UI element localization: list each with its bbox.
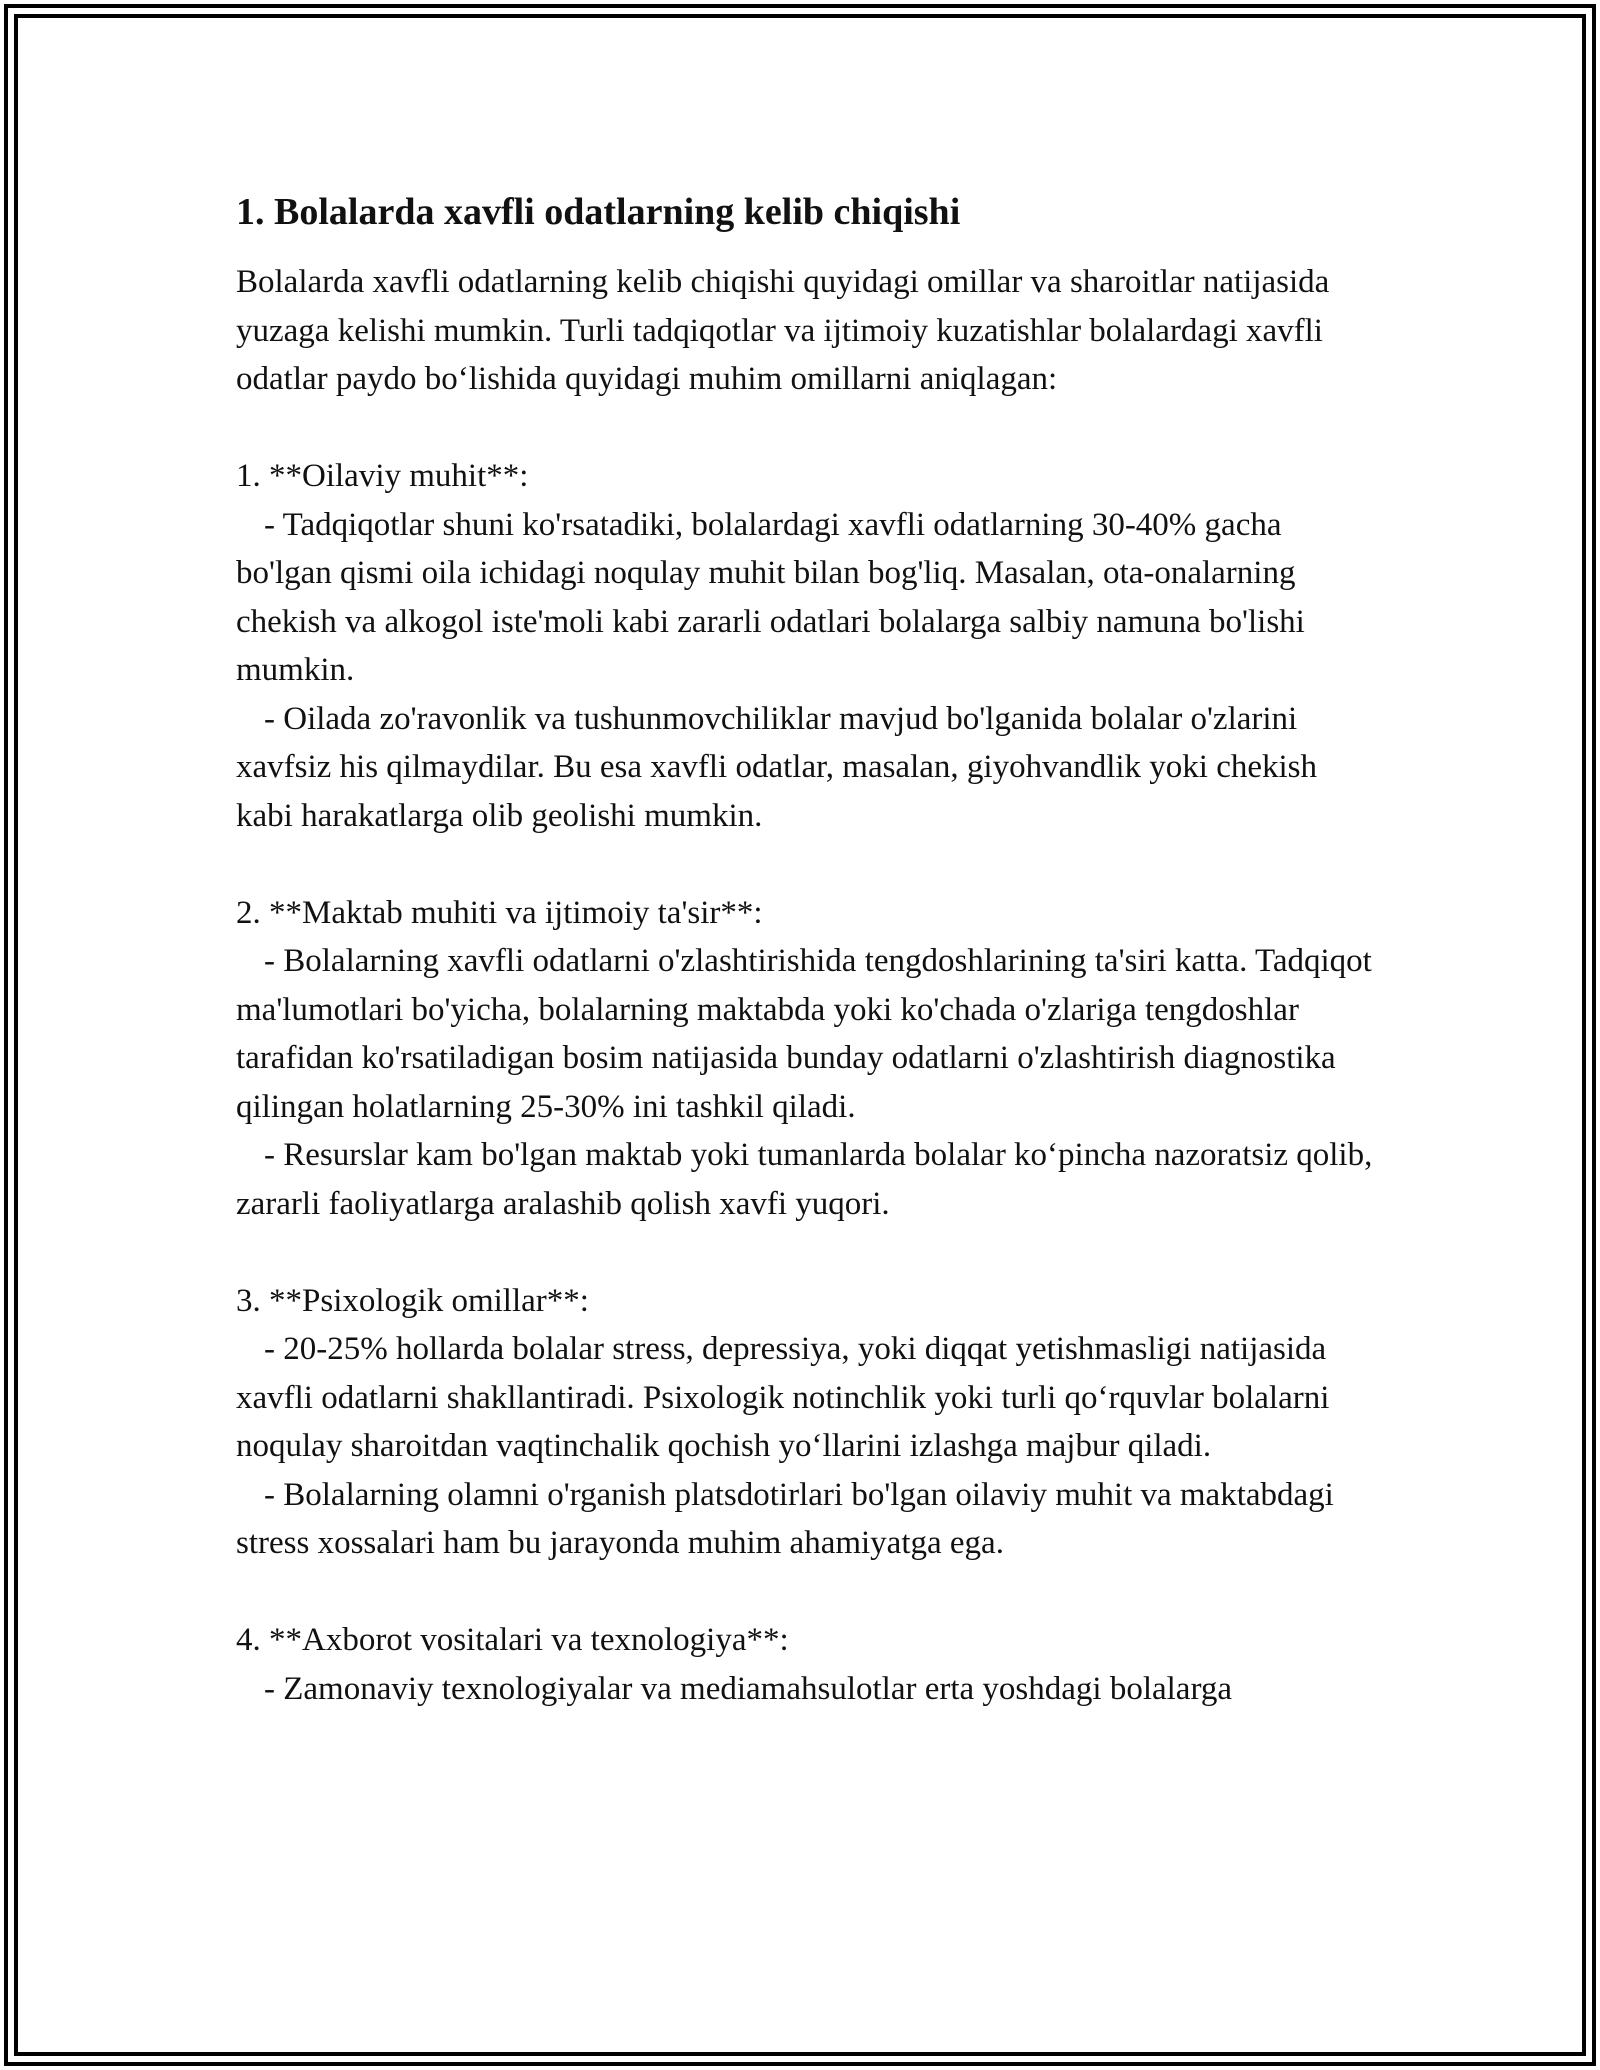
list-item: - 20-25% hollarda bolalar stress, depressiya, yoki diqqat yetishmasligi natijasida xavfli odatlarni shakllantiradi. Psixologik notinchlik yoki turli qo‘rquvlar bolalarni noqulay sharoitdan vaqtinchalik qochish yo‘llarini izlashga majbur qiladi.: [236, 1331, 1330, 1464]
spacer: [236, 1228, 1376, 1277]
section-family-environment: [236, 452, 1376, 840]
section-heading: 4. **Axborot vositalari va texnologiya**:: [236, 1622, 789, 1658]
list-item: - Tadqiqotlar shuni ko'rsatadiki, bolalardagi xavfli odatlarning 30-40% gacha bo'lgan qismi oila ichidagi noqulay muhit bilan bog'liq. Masalan, ota-onalarning chekish va alkogol iste'moli kabi zararli odatlari bolalarga salbiy namuna bo'lishi mumkin.: [236, 506, 1305, 688]
section-school-environment: [236, 889, 1376, 1229]
intro-paragraph: Bolalarda xavfli odatlarning kelib chiqishi quyidagi omillar va sharoitlar natijasida yuzaga kelishi mumkin. Turli tadqiqotlar va ijtimoiy kuzatishlar bolalardagi xavfli odatlar paydo bo‘lishida quyidagi muhim omillarni aniqlagan:: [236, 264, 1338, 397]
list-item: - Bolalarning olamni o'rganish platsdotirlari bo'lgan oilaviy muhit va maktabdagi stress xossalari ham bu jarayonda muhim ahamiyatga ega.: [236, 1476, 1334, 1561]
list-item: - Zamonaviy texnologiyalar va mediamahsulotlar erta yoshdagi bolalarga: [264, 1670, 1232, 1707]
spacer: [236, 1568, 1376, 1617]
section-heading: 1. **Oilaviy muhit**:: [236, 458, 529, 494]
spacer: [236, 840, 1376, 889]
document-title: 1. Bolalarda xavfli odatlarning kelib chiqishi: [236, 191, 961, 233]
section-media-technology: [236, 1616, 1376, 1713]
list-item: - Resurslar kam bo'lgan maktab yoki tumanlarda bolalar ko‘pincha nazoratsiz qolib, zararli faoliyatlarga aralashib qolish xavfi yuqori.: [236, 1137, 1373, 1222]
section-heading: 3. **Psixologik omillar**:: [236, 1282, 589, 1319]
list-item: - Oilada zo'ravonlik va tushunmovchiliklar mavjud bo'lganida bolalar o'zlarini xavfsiz his qilmaydilar. Bu esa xavfli odatlar, masalan, giyohvandlik yoki chekish kabi harakatlarga olib geolishi mumkin.: [236, 700, 1318, 834]
document-page: [236, 188, 1376, 1713]
section-heading: 2. **Maktab muhiti va ijtimoiy ta'sir**:: [236, 894, 763, 931]
list-item: - Bolalarning xavfli odatlarni o'zlashtirishida tengdoshlarining ta'siri katta. Tadqiqot ma'lumotlari bo'yicha, bolalarning maktabda yoki ko'chada o'zlariga tengdoshlar tarafidan ko'rsatiladigan bosim natijasida bunday odatlarni o'zlashtirish diagnostika qilingan holatlarning 25-30% ini tashkil qiladi.: [236, 943, 1372, 1125]
section-psychological-factors: [236, 1277, 1376, 1568]
spacer: [236, 404, 1376, 453]
